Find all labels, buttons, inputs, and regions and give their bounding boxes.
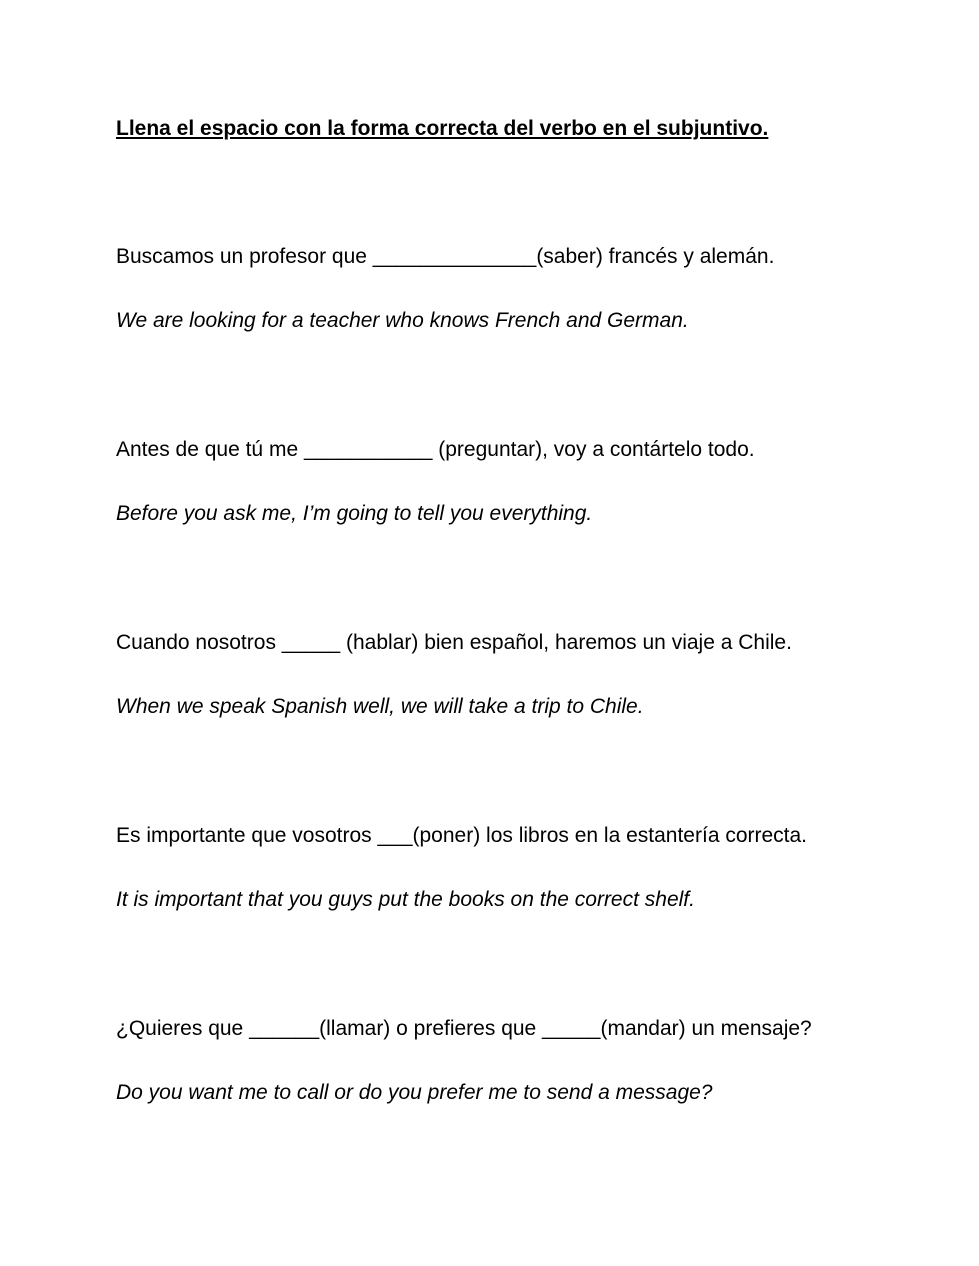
exercise-3-english: When we speak Spanish well, we will take a trip to Chile. — [116, 695, 644, 718]
exercise-1-spanish: Buscamos un profesor que ______________(saber) francés y alemán. — [116, 245, 775, 268]
exercise-2-english: Before you ask me, I’m going to tell you everything. — [116, 502, 593, 525]
exercise-5-spanish: ¿Quieres que ______(llamar) o prefieres que _____(mandar) un mensaje? — [116, 1017, 812, 1040]
exercise-1-english: We are looking for a teacher who knows French and German. — [116, 309, 689, 332]
exercise-3-spanish: Cuando nosotros _____ (hablar) bien español, haremos un viaje a Chile. — [116, 631, 792, 654]
exercise-5-english: Do you want me to call or do you prefer me to send a message? — [116, 1081, 713, 1104]
exercise-4-spanish: Es importante que vosotros ___(poner) los libros en la estantería correcta. — [116, 824, 808, 847]
exercise-4-english: It is important that you guys put the books on the correct shelf. — [116, 888, 695, 911]
worksheet-title: Llena el espacio con la forma correcta del verbo en el subjuntivo. — [116, 117, 769, 140]
exercise-2-spanish: Antes de que tú me ___________ (preguntar), voy a contártelo todo. — [116, 438, 755, 461]
